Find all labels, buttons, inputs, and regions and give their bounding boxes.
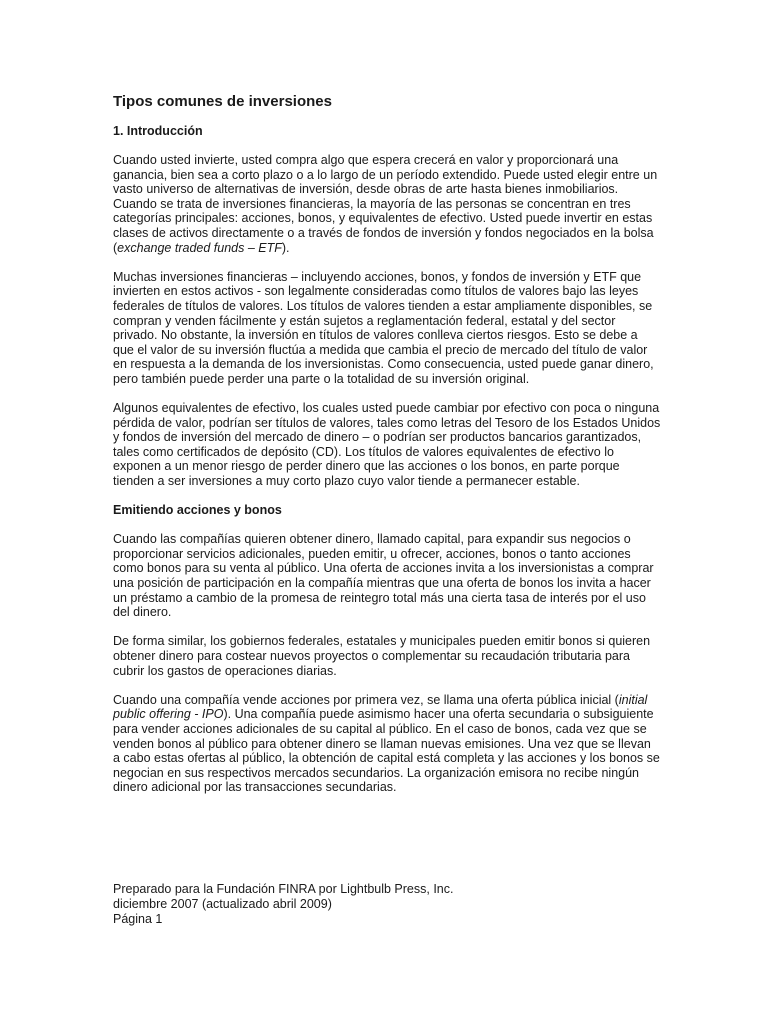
paragraph-intro-3: Algunos equivalentes de efectivo, los cuales usted puede cambiar por efectivo con poca o ninguna pérdida de valor, podrían ser títulos de valores, tales como letras del Tesoro de los Estados Unidos y fondos de inversión del mercado de dinero – o podrían ser productos bancarios garantizados, tales como certificados de depósito (CD). Los títulos de valores equivalentes de efectivo lo exponen a un menor riesgo de perder dinero que las acciones o los bonos, en parte porque tienden a ser inversiones a muy corto plazo cuyo valor tiende a permanecer estable. — [113, 401, 661, 489]
paragraph-intro-1 — [113, 153, 661, 255]
footer-date: diciembre 2007 (actualizado abril 2009) — [113, 897, 332, 911]
paragraph-issuing-3-text-a: Cuando una compañía vende acciones por primera vez, se llama una oferta pública inicial ( — [113, 692, 619, 707]
paragraph-issuing-1: Cuando las compañías quieren obtener dinero, llamado capital, para expandir sus negocios o proporcionar servicios adicionales, pueden emitir, u ofrecer, acciones, bonos o tanto acciones como bonos para su venta al público. Una oferta de acciones invita a los inversionistas a comprar una posición de participación en la compañía mientras que una oferta de bonos los invita a hacer un préstamo a cambio de la promesa de reintegro total más una cierta tasa de interés por el uso del dinero. — [113, 532, 654, 620]
paragraph-issuing-2: De forma similar, los gobiernos federales, estatales y municipales pueden emitir bonos si quieren obtener dinero para costear nuevos proyectos o complementar su recaudación tributaria para cubrir los gastos de operaciones diarias. — [113, 634, 651, 678]
page-footer — [113, 882, 661, 927]
paragraph-issuing-3-italic: initial public offering - IPO — [113, 692, 648, 722]
section-heading-issuing: Emitiendo acciones y bonos — [113, 503, 282, 518]
footer-page-number: Página 1 — [113, 912, 163, 926]
paragraph-issuing-3 — [113, 693, 661, 795]
paragraph-intro-1-italic: exchange traded funds – ETF — [117, 240, 282, 255]
document-title: Tipos comunes de inversiones — [113, 93, 332, 110]
footer-prepared-by: Preparado para la Fundación FINRA por Lightbulb Press, Inc. — [113, 882, 454, 896]
section-heading-introduction: 1. Introducción — [113, 124, 203, 138]
paragraph-intro-2: Muchas inversiones financieras – incluyendo acciones, bonos, y fondos de inversión y ETF que invierten en estos activos - son legalmente consideradas como títulos de valores bajo las leyes federales de títulos de valores. Los títulos de valores tienden a estar ampliamente disponibles, se compran y venden fácilmente y están sujetos a reglamentación federal, estatal y del sector privado. No obstante, la inversión en títulos de valores conlleva ciertos riesgos. Esto se debe a que el valor de su inversión fluctúa a medida que cambia el precio de mercado del título de valor en respuesta a la demanda de los inversionistas. Como consecuencia, usted puede ganar dinero, pero también puede perder una parte o la totalidad de su inversión original. — [113, 269, 654, 386]
paragraph-intro-1-text-a: Cuando usted invierte, usted compra algo que espera crecerá en valor y proporcionará una ganancia, bien sea a corto plazo o a lo largo de un período extendido. Puede usted elegir entre un vasto universo de alternativas de inversión, desde obras de arte hasta bienes inmobiliarios. Cuando se trata de inversiones financieras, la mayoría de las personas se concentran en tres categorías principales: acciones, bonos, y equivalentes de efectivo. Usted puede invertir en estas clases de activos directamente o a través de fondos de inversión y fondos negociados en la bolsa ( — [113, 153, 658, 255]
paragraph-intro-1-text-b: ). — [281, 240, 290, 255]
paragraph-issuing-3-text-b: ). Una compañía puede asimismo hacer una oferta secundaria o subsiguiente para vender acciones adicionales de su capital al público. En el caso de bonos, cada vez que se venden bonos al público para obtener dinero se llaman nuevas emisiones. Una vez que se llevan a cabo estas ofertas al público, la obtención de capital está completa y las acciones y los bonos se negocian en sus respectivos mercados secundarios. La organización emisora no recibe ningún dinero adicional por las transacciones secundarias. — [113, 707, 660, 795]
document-page — [113, 92, 661, 810]
